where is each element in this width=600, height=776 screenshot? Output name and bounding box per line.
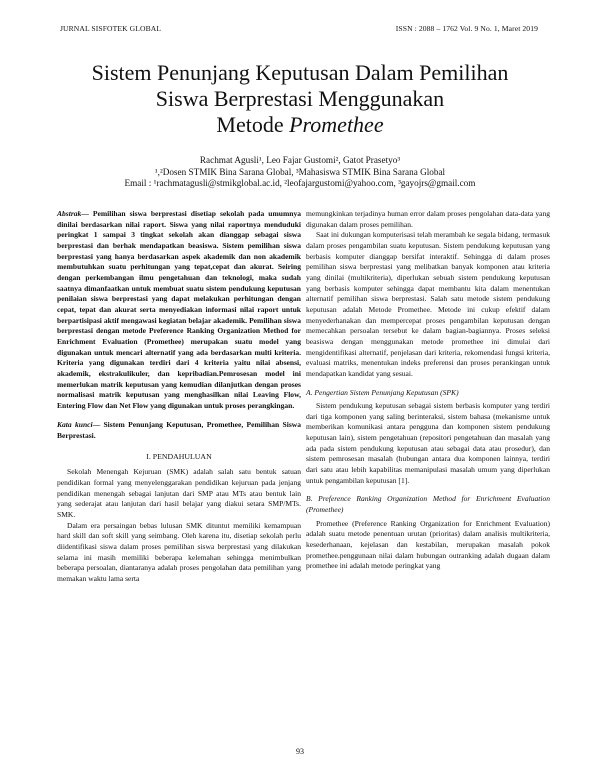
keywords-text: — Sistem Penunjang Keputusan, Promethee, Pemilihan Siswa Berprestasi. [57,420,301,441]
title-line-3-italic: Promethee [289,112,384,137]
abstract-label: Abstrak [57,209,82,218]
title-line-2: Siswa Berprestasi Menggunakan [155,86,445,111]
page-number: 93 [296,747,304,756]
paragraph: Dalam era persaingan bebas lulusan SMK dituntut memiliki kemampuan hard skill dan soft skill yang seimbang. Oleh karena itu, disetiap sekolah perlu diidentifikasi siswa dalam proses pemilihan siswa berprestasi yang dilakukan selama ini masih memiliki beberapa kelemahan sehingga menimbulkan beberapa persoalan, diantaranya adalah proses pengolahan data pemilihan yang memakan waktu lama serta [57,520,301,583]
author-block [40,155,560,190]
title-line-1: Sistem Penunjang Keputusan Dalam Pemilihan [91,60,509,85]
title-line-3-plain: Metode [216,112,290,137]
left-column [57,209,301,585]
paragraph: Sistem pendukung keputusan sebagai sistem berbasis komputer yang terdiri dari tiga komponen yang saling berinteraksi, sistem bahasa (mekanisme untuk memberikan komunikasi antara pengguna dan komponen sistem pendukung keputusan lain), sistem pengetahuan (repositori pengetahuan dan masalah yang ada pada sistem pendukung keputusan atau sebagai data atau prosedur), dan sistem pemrosesan masalah (hubungan antara dua komponen lainnya, terdiri dari satu atau lebih kapabilitas memanipulasi masalah umum yang diperlukan untuk pengambilan keputusan [1]. [306,401,550,485]
section-heading-pendahuluan: I. PENDAHULUAN [146,451,212,461]
subsection-heading-promethee: B. Preference Ranking Organization Method for Enrichment Evaluation (Promethee) [306,494,550,515]
right-column [306,209,550,572]
abstract-text: — Pemilihan siswa berprestasi disetiap sekolah pada umumnya dinilai berdasarkan nilai raport. Siswa yang nilai raportnya menduduki peringkat 1 sampai 3 tingkat sekolah akan dianggap sebagai siswa berprestasi dan berhak mendapatkan beasiswa. Sistem pemilihan siswa berprestasi yang hanya berdasarkan aspek akademik dan non akademik membutuhkan suatu perhitungan yang tepat,cepat dan akurat. Seiring dengan perkembangan ilmu pengetahuan dan teknologi, maka sudah saatnya dimanfaatkan untuk membuat suatu sistem pendukung keputusan penilaian siswa berprestasi yang dapat melakukan perhitungan dengan cepat, tepat dan akurat serta menyediakan informasi nilai raport untuk berpartisipasi aktif mengawasi kegiatan belajar akademik. Pemilihan siswa berprestasi dengan metode Preference Ranking Organization Method for Enrichment Evaluation (Promethee) merupakan suatu model yang digunakan untuk mencari alternatif yang ada berdasarkan multi kriteria. Kriteria yang digunakan terdiri dari 4 kriteria yaitu nilai absensi, akademik, ekstrakulikuler, dan kepribadian.Pemrosesan model ini memerlukan matrik keputusan yang kemudian dilanjutkan dengan proses normalisasi matrik keputusan yang menghasilkan nilai Leaving Flow, Entering Flow dan Net Flow yang digunakan untuk proses perangkingan. [57,209,301,410]
keywords-label: Kata kunci [57,420,93,430]
author-affiliation: ¹,²Dosen STMIK Bina Sarana Global, ³Mahasiswa STMIK Bina Sarana Global [154,166,446,177]
paragraph: Sekolah Menengah Kejuruan (SMK) adalah salah satu bentuk satuan pendidikan formal yang menyelenggarakan pendidikan kejuruan pada jenjang pendidikan menengah sebagai lanjutan dari SMP atau MTs atau bentuk lain yang sederajat atau lanjutan dari hasil belajar yang diakui setara SMP/MTs. SMK. [57,467,301,520]
keywords [57,420,301,441]
author-names: Rachmat Agusli¹, Leo Fajar Gustomi², Gatot Prasetyo³ [199,155,401,165]
subsection-heading-spk: A. Pengertian Sistem Penunjang Keputusan (SPK) [306,387,459,397]
journal-name: JURNAL SISFOTEK GLOBAL [60,24,162,33]
author-email: Email : ¹rachmatagusli@stmikglobal.ac.id, ²leofajargustomi@yahoo.com, ³gayojrs@gmail.com [124,178,476,188]
issn-volume: ISSN : 2088 – 1762 Vol. 9 No. 1, Maret 2019 [395,24,538,33]
title-line-3 [40,112,560,138]
paper-title [40,60,560,138]
paragraph: memungkinkan terjadinya human error dalam proses pengolahan data-data yang digunakan dalam proses pemilihan. [306,209,550,229]
paragraph: Promethee (Preference Ranking Organization for Enrichment Evaluation) adalah suatu metode penentuan urutan (prioritas) dalam analisis multikriteria, kesederhanaan, kejelasan dan kestabilan, merupakan masalah pokok promethee.penggunaan nilai dalam hubungan outranking adalah dugaan dalam promethee ini adalah metode peringkat yang [306,518,550,571]
paragraph: Saat ini dukungan komputerisasi telah merambah ke segala bidang, termasuk dalam proses pengambilan suatu keputusan. Sistem pendukung keputusan yang berbasis komputer dianggap bersifat interaktif. Sehingga di dalam proses pemilihan siswa berprestasi yang melibatkan banyak komponen atau kriteria yang dinilai (multikriteria), diperlukan sebuah sistem pendukung keputusan yang berbasis komputer sehingga dapat membantu kita dalam menentukan alternatif pemilihan siswa berprestasi. Salah satu metode sistem pendukung keputusan adalah Metode Promethee. Metode ini cukup efektif dalam menyederhanakan dan mempercepat proses pengambilan keputusan dengan memecahkan persoalan tersebut ke dalam bagian-bagiannya. Proses seleksi beasiswa dengan menggunakan metode promethee ini dimulai dari mengidentifikasi alternatif, penjelasan dari kriteria, rekomendasi fungsi kriteria, evaluasi matriks, menentukan indeks preferensi dan proses perankingan untuk mendapatkan kandidat yang sesuai. [306,230,550,378]
abstract [57,209,301,411]
